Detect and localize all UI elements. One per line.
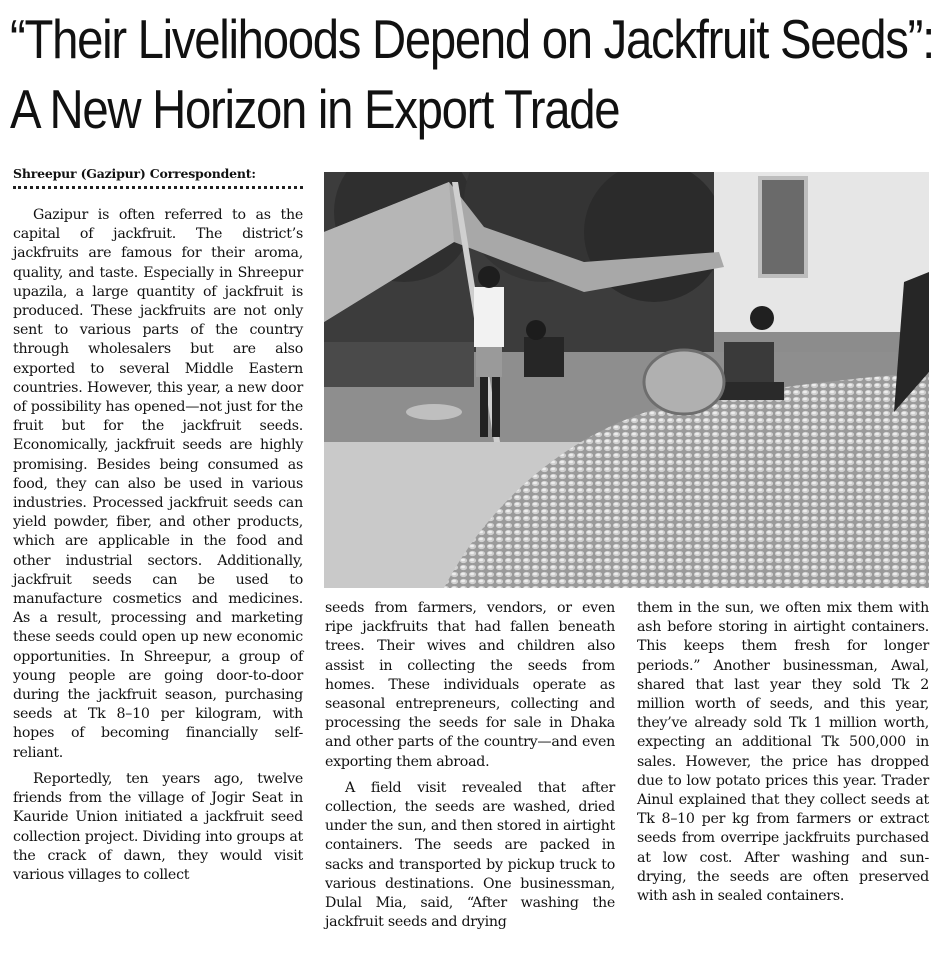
article-column-2: [325, 599, 615, 932]
headline: “Their Livelihoods Depend on Jackfruit Seeds”: A New Horizon in Export Trade: [10, 8, 934, 140]
paragraph: Reportedly, ten years ago, twelve friends from the village of Jogir Seat in Kauride Union initiated a jackfruit seed collection project. Dividing into groups at the crack of dawn, they would visit various villages to collect: [13, 770, 303, 883]
byline-divider: [13, 186, 303, 189]
article-column-1: [13, 206, 303, 885]
article-photo: [324, 172, 929, 588]
paragraph: them in the sun, we often mix them with ash before storing in airtight containers. This keeps them fresh for longer periods.” Another businessman, Awal, shared that last year they sold Tk 2 million worth of seeds, and this year, they’ve already sold Tk 1 million worth, expecting an additional Tk 500,000 in sales. However, the price has dropped due to low potato prices this year. Trader Ainul explained that they collect seeds at Tk 8–10 per kg from farmers or extract seeds from overripe jackfruits purchased at low cost. After washing and sun-drying, the seeds are often preserved with ash in sealed containers.: [637, 600, 929, 905]
byline: Shreepur (Gazipur) Correspondent:: [13, 166, 256, 181]
article-column-3: [637, 599, 929, 906]
paragraph: Gazipur is often referred to as the capital of jackfruit. The district’s jackfruits are famous for their aroma, quality, and taste. Especially in Shreepur upazila, a large quantity of jackfruit is produced. These jackfruits are not only sent to various parts of the country through wholesalers but are also exported to several Middle Eastern countries. However, this year, a new door of possibility has opened—not just for the fruit but for the jackfruit seeds. Economically, jackfruit seeds are highly promising. Besides being consumed as food, they can also be used in various industries. Processed jackfruit seeds can yield powder, fiber, and other products, which are applicable in the food and other industrial sectors. Additionally, jackfruit seeds can be used to manufacture cosmetics and medicines. As a result, processing and marketing these seeds could open up new economic opportunities. In Shreepur, a group of young people are going door-to-door during the jackfruit season, purchasing seeds at Tk 8–10 per kilogram, with hopes of becoming financially self-reliant.: [13, 207, 303, 761]
paragraph: A field visit revealed that after collection, the seeds are washed, dried under the sun, and then stored in airtight containers. The seeds are packed in sacks and transported by pickup truck to various destinations. One businessman, Dulal Mia, said, “After washing the jackfruit seeds and drying: [325, 779, 615, 931]
paragraph: seeds from farmers, vendors, or even ripe jackfruits that had fallen beneath trees. Their wives and children also assist in collecting the seeds from homes. These individuals operate as seasonal entrepreneurs, collecting and processing the seeds for sale in Dhaka and other parts of the country—and even exporting them abroad.: [325, 600, 615, 770]
